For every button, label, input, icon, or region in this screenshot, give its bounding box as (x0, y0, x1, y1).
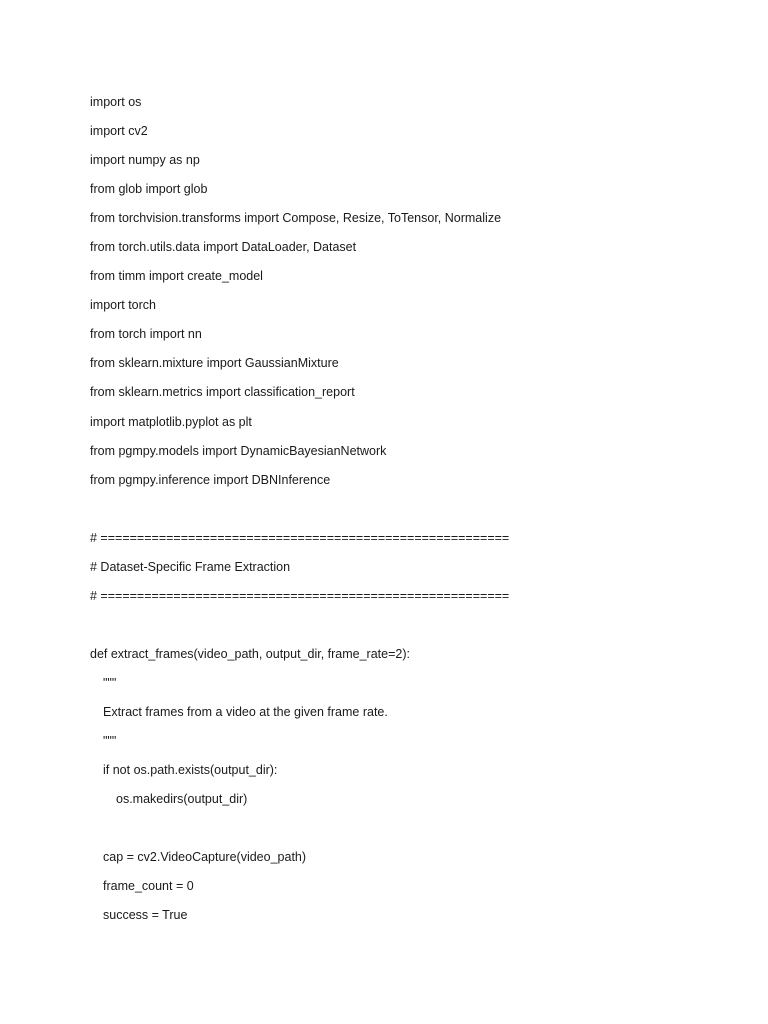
code-line: if not os.path.exists(output_dir): (103, 763, 278, 778)
code-line: import os (90, 95, 142, 109)
code-line: from torchvision.transforms import Compose, Resize, ToTensor, Normalize (90, 211, 502, 226)
comment-line: # Dataset-Specific Frame Extraction (90, 559, 291, 574)
blank-line (90, 818, 730, 847)
blank-line (90, 499, 730, 528)
blank-line (90, 615, 730, 644)
code-line: from timm import create_model (90, 269, 263, 284)
code-line: import torch (90, 298, 156, 313)
code-line: from sklearn.mixture import GaussianMixture (90, 356, 339, 371)
code-line: os.makedirs(output_dir) (116, 792, 248, 807)
code-line: Extract frames from a video at the given frame rate. (103, 704, 388, 719)
code-listing (90, 92, 730, 934)
code-line: """ (103, 734, 117, 749)
code-line: from torch import nn (90, 327, 202, 342)
code-line: from torch.utils.data import DataLoader, Dataset (90, 240, 357, 255)
code-line: cap = cv2.VideoCapture(video_path) (103, 850, 307, 865)
comment-line: # ======================================================== (90, 588, 510, 603)
code-line: from sklearn.metrics import classification_report (90, 385, 355, 400)
code-line: from pgmpy.models import DynamicBayesianNetwork (90, 443, 387, 458)
code-line: from pgmpy.inference import DBNInference (90, 472, 331, 487)
code-line: """ (103, 675, 117, 690)
code-line: success = True (103, 908, 188, 923)
code-line: import numpy as np (90, 153, 200, 168)
comment-line: # ======================================================== (90, 530, 510, 545)
code-line: def extract_frames(video_path, output_dir, frame_rate=2): (90, 646, 410, 661)
code-line: import cv2 (90, 124, 148, 139)
code-line: from glob import glob (90, 182, 208, 197)
code-line: import matplotlib.pyplot as plt (90, 414, 252, 429)
code-line: frame_count = 0 (103, 879, 194, 894)
